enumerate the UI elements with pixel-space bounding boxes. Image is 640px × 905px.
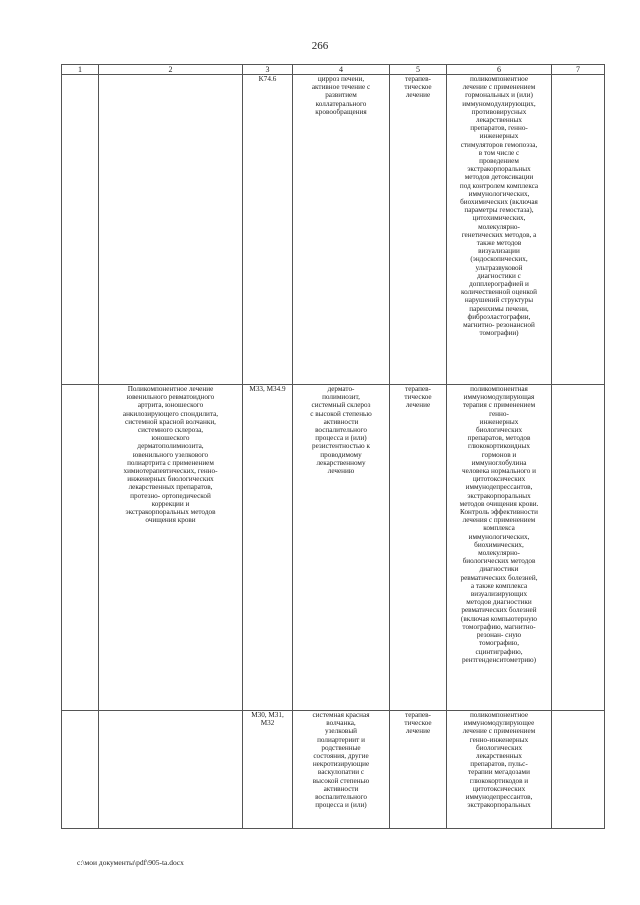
header-cell: 3 xyxy=(243,65,293,75)
header-cell: 6 xyxy=(447,65,552,75)
cell-text: поликомпонентное лечение с применением гормональных и (или) иммуномодулирующих, противовирусных лекарственных препаратов, генно- инженерных стимуляторов гемопоэза, в том числе с проведением экстракорпоральных методов детоксикации под контролем комплекса иммунологических, биохимических (включая параметры гемостаза), цитохимических, молекулярно- генетических методов, а также методов визуализации (эндоскопических, ультразвуковой диагностики с допплерографией и количественной оценкой нарушений структуры паренхимы печени, фиброэластографии, магнитно- резонансной томографии) xyxy=(459,75,539,338)
table-cell xyxy=(390,711,447,829)
header-cell: 2 xyxy=(99,65,243,75)
table-cell xyxy=(293,75,390,385)
table-cell xyxy=(62,385,99,711)
table-cell xyxy=(243,75,293,385)
cell-text: Поликомпонентное лечение ювенильного ревматоидного артрита, юношеского анкилозирующего спондилита, системной красной волчанки, системного склероза, юношеского дерматополимиозита, ювенильного узелкового полиартрита с применением химиотерапевтических, генно- инженерных биологических лекарственных препаратов, протезно- ортопедической коррекции и экстракорпоральных методов очищения крови xyxy=(122,385,219,525)
header-row xyxy=(62,65,605,75)
cell-text: цирроз печени, активное течение с развитием коллатерального кровообращения xyxy=(311,75,371,116)
cell-text: системная красная волчанка, узелковый полиартериит и родственные состояния, другие некротизирующие васкулопатии с высокой степенью активности воспалительного процесса и (или) xyxy=(312,711,370,810)
header-cell: 5 xyxy=(390,65,447,75)
table-cell xyxy=(99,75,243,385)
cell-text: K74.6 xyxy=(258,75,277,83)
table-cell xyxy=(390,385,447,711)
footer-file-path: c:\мои документы\pdf\905-ta.docx xyxy=(77,858,184,867)
header-cell: 1 xyxy=(62,65,99,75)
cell-text: терапев- тическое лечение xyxy=(404,385,432,410)
cell-text: поликомпонентная иммуномодулирующая терапия с применением генно- инженерных биологических препаратов, методов глюкокортикоидных гормонов и иммуноглобулина человека нормального и цитотоксических иммунодепрессантов, экстракорпоральных методов очищения крови. Контроль эффективности лечения с применением комплекса иммунологических, биохимических, молекулярно- биологических методов диагностики ревматических болезней, а также комплекса визуализирующих методов диагностики ревматических болезней (включая компьютерную томографию, магнитно- резонан- сную томографию, сцинтиграфию, рентгенденситометрию) xyxy=(459,385,539,664)
page-number: 266 xyxy=(311,40,329,52)
table-cell xyxy=(99,711,243,829)
table-cell xyxy=(552,75,605,385)
header-cell: 4 xyxy=(293,65,390,75)
table-row xyxy=(62,385,605,711)
table-cell xyxy=(293,711,390,829)
cell-text: M30, M31, M32 xyxy=(251,711,284,728)
table-cell xyxy=(447,385,552,711)
table-cell xyxy=(390,75,447,385)
header-cell: 7 xyxy=(552,65,605,75)
table-cell xyxy=(243,385,293,711)
table-cell xyxy=(552,711,605,829)
table-cell xyxy=(62,711,99,829)
table-row xyxy=(62,711,605,829)
table-cell xyxy=(447,711,552,829)
document-table xyxy=(61,64,605,829)
cell-text: поликомпонентное иммуномодулирующее лечение с применением генно-инженерных биологических лекарственных препаратов, пульс- терапии мегадозами глюкокортикодов и цитотоксических иммунодепрессантов, экстракорпоральных xyxy=(462,711,536,810)
table-cell xyxy=(99,385,243,711)
table-cell xyxy=(293,385,390,711)
cell-text: M33, M34.9 xyxy=(249,385,286,393)
table-cell xyxy=(552,385,605,711)
table-cell xyxy=(62,75,99,385)
table-cell xyxy=(447,75,552,385)
cell-text: терапев- тическое лечение xyxy=(404,75,432,100)
table-row xyxy=(62,75,605,385)
table-cell xyxy=(243,711,293,829)
cell-text: дермато- полимиозит, системный склероз с высокой степенью активности воспалительного процесса и (или) резистентностью к проводимому лекарственному лечению xyxy=(310,385,372,476)
cell-text: терапев- тическое лечение xyxy=(404,711,432,736)
